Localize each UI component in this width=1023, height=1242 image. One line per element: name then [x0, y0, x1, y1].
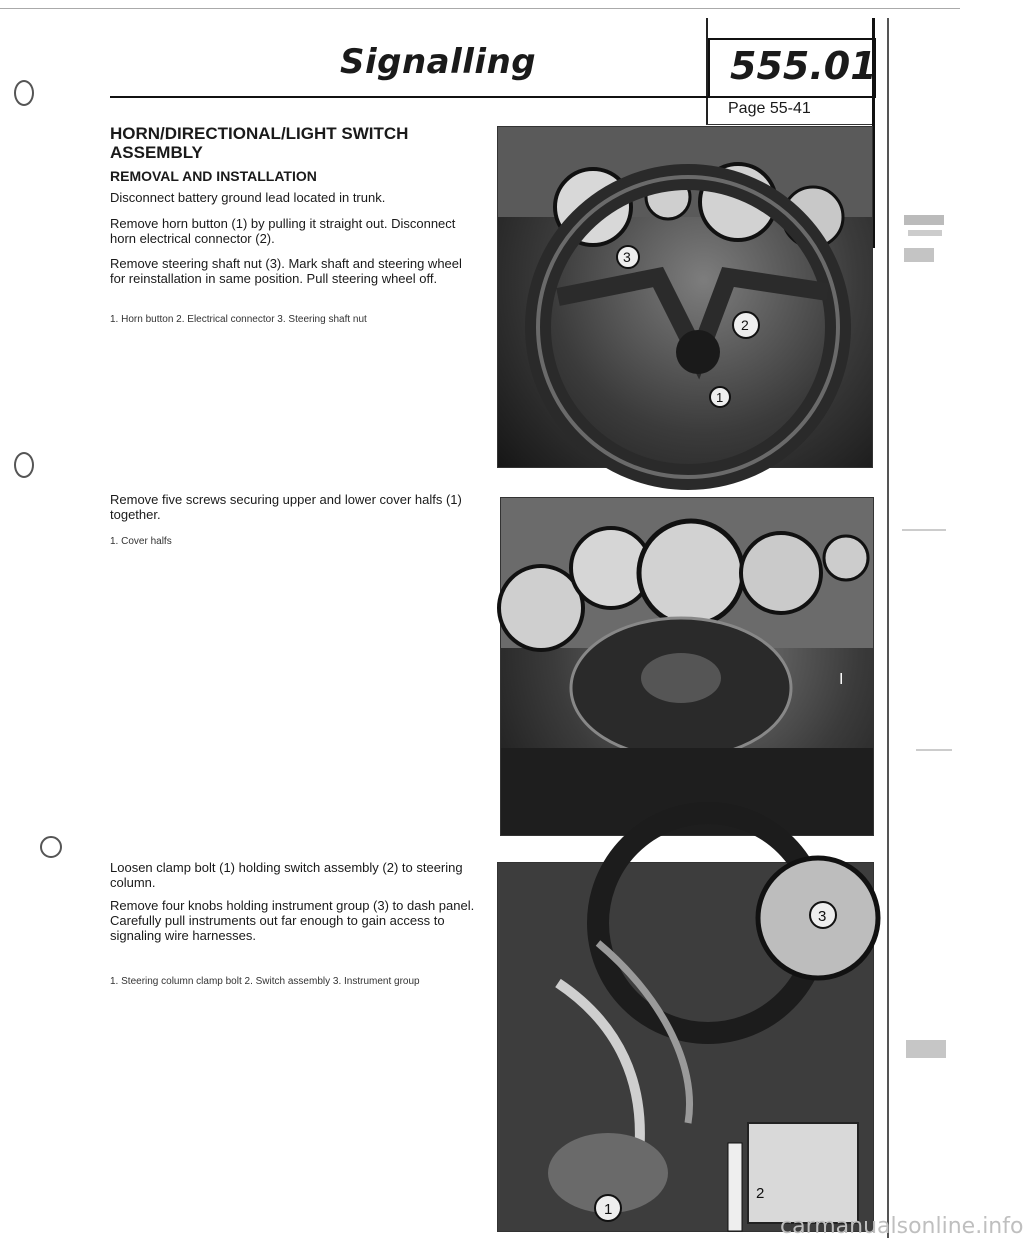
switch-assembly-photo: [497, 862, 874, 1232]
callout-3b: 3: [818, 908, 827, 925]
page-ref-underline: [706, 124, 872, 125]
steering-wheel-photo: [497, 126, 873, 468]
callout-cover-1: I: [839, 671, 844, 688]
step1-para3: Remove steering shaft nut (3). Mark shaft and steering wheel for reinstallation in same position. Pull steering wheel off.: [110, 256, 462, 286]
callout-1b: 1: [604, 1201, 613, 1218]
step3-para1: Loosen clamp bolt (1) holding switch assembly (2) to steering column.: [110, 860, 463, 890]
step1-caption: 1. Horn button 2. Electrical connector 3. Steering shaft nut: [110, 314, 367, 325]
article-heading: HORN/DIRECTIONAL/LIGHT SWITCH ASSEMBLY: [110, 124, 409, 162]
section-number: 555.01: [730, 44, 877, 88]
chapter-title: Signalling: [340, 42, 537, 82]
binder-hole-icon: [14, 452, 34, 478]
step2-para1: Remove five screws securing upper and lower cover halfs (1) together.: [110, 492, 462, 522]
callout-1: 1: [716, 390, 724, 405]
callout-2b: 2: [756, 1185, 765, 1202]
step3-caption: 1. Steering column clamp bolt 2. Switch assembly 3. Instrument group: [110, 976, 420, 987]
article-subheading: REMOVAL AND INSTALLATION: [110, 168, 317, 184]
callout-3: 3: [623, 249, 631, 265]
step1-para1: Disconnect battery ground lead located in trunk.: [110, 190, 386, 205]
watermark-text: carmanualsonline.info: [780, 1214, 1023, 1239]
page-edge-line: [887, 18, 889, 1238]
callout-2: 2: [741, 317, 749, 333]
binder-hole-icon: [14, 80, 34, 106]
step3-para2: Remove four knobs holding instrument group (3) to dash panel. Carefully pull instruments out far enough to gain access to signaling wire harnesses.: [110, 898, 475, 943]
step2-caption: 1. Cover halfs: [110, 536, 172, 547]
dashboard-cover-photo: [500, 497, 874, 836]
step1-para2: Remove horn button (1) by pulling it straight out. Disconnect horn electrical connector (2).: [110, 216, 456, 246]
page-reference: Page 55-41: [728, 100, 811, 117]
top-scan-line: [0, 8, 960, 9]
binder-hole-icon: [40, 836, 62, 858]
scan-edge-artifacts: [896, 200, 956, 1200]
